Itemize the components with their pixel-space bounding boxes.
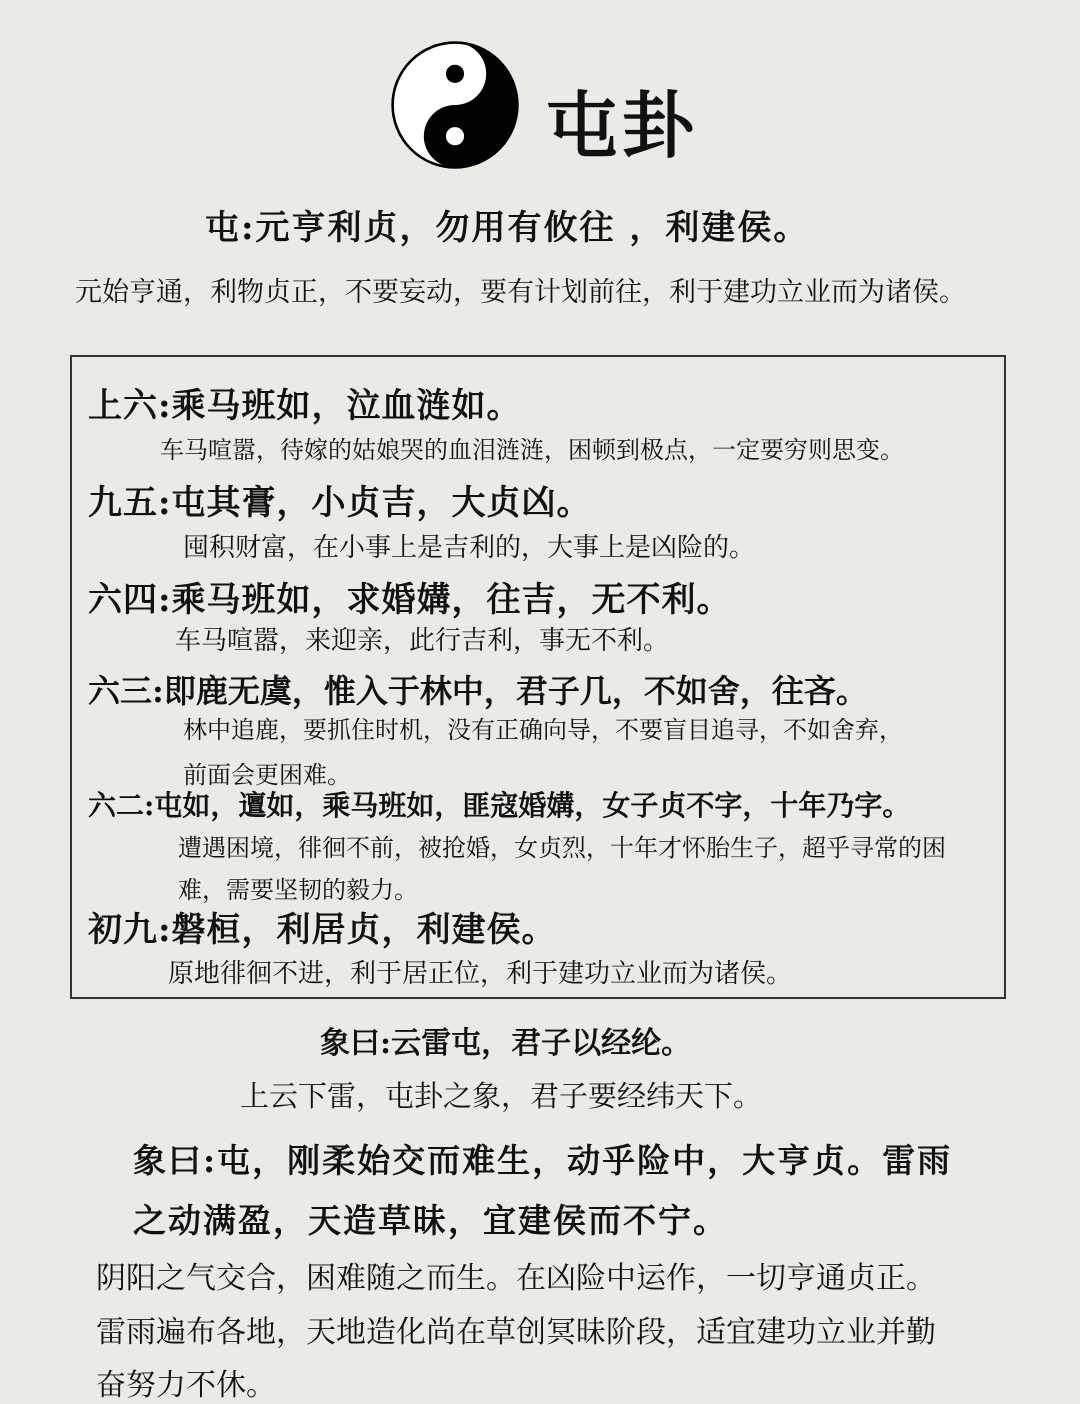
line-text-5: 六二:屯如，邅如，乘马班如，匪寇婚媾，女子贞不字，十年乃字。	[88, 789, 911, 822]
line-translation-6: 原地徘徊不进，利于居正位，利于建功立业而为诸侯。	[168, 959, 793, 989]
line-translation-5a: 遭遇困境，徘徊不前，被抢婚，女贞烈，十年才怀胎生子，超乎寻常的困	[178, 834, 946, 862]
line-translation-5b: 难，需要坚韧的毅力。	[178, 876, 418, 904]
image-commentary-translation: 上云下雷，屯卦之象，君子要经纬天下。	[240, 1079, 763, 1113]
line-translation-4a: 林中追鹿，要抓住时机，没有正确向导，不要盲目追寻，不如舍弃，	[183, 716, 903, 744]
yin-yang-icon	[390, 40, 520, 170]
line-text-3: 六四:乘马班如，求婚媾，往吉，无不利。	[88, 580, 732, 620]
line-translation-3: 车马喧嚣，来迎亲，此行吉利，事无不利。	[175, 626, 670, 656]
tuan-commentary-text-1: 象曰:屯，刚柔始交而难生，动乎险中，大亨贞。雷雨	[133, 1141, 953, 1180]
judgment-text: 屯:元亨利贞，勿用有攸往 ，利建侯。	[205, 208, 810, 248]
line-text-1: 上六:乘马班如，泣血涟如。	[88, 386, 522, 426]
image-commentary-text: 象曰:云雷屯，君子以经纶。	[320, 1026, 692, 1061]
line-translation-2: 囤积财富，在小事上是吉利的，大事上是凶险的。	[183, 533, 756, 563]
line-translation-1: 车马喧嚣，待嫁的姑娘哭的血泪涟涟，困顿到极点，一定要穷则思变。	[160, 436, 904, 464]
line-text-4: 六三:即鹿无虞，惟入于林中，君子几，不如舍，往吝。	[88, 672, 868, 710]
page-title: 屯卦	[546, 83, 699, 168]
line-text-2: 九五:屯其膏，小贞吉，大贞凶。	[88, 483, 592, 523]
tuan-translation-3: 奋努力不休。	[96, 1368, 276, 1403]
tuan-translation-1: 阴阳之气交合，困难随之而生。在凶险中运作，一切亨通贞正。	[96, 1261, 936, 1296]
tuan-commentary-text-2: 之动满盈，天造草昧，宜建侯而不宁。	[133, 1201, 728, 1240]
judgment-translation: 元始亨通，利物贞正，不要妄动，要有计划前往，利于建功立业而为诸侯。	[75, 277, 966, 308]
line-translation-4b: 前面会更困难。	[183, 761, 351, 789]
line-text-6: 初九:磐桓，利居贞，利建侯。	[88, 910, 557, 950]
tuan-translation-2: 雷雨遍布各地，天地造化尚在草创冥昧阶段，适宜建功立业并勤	[96, 1315, 936, 1350]
